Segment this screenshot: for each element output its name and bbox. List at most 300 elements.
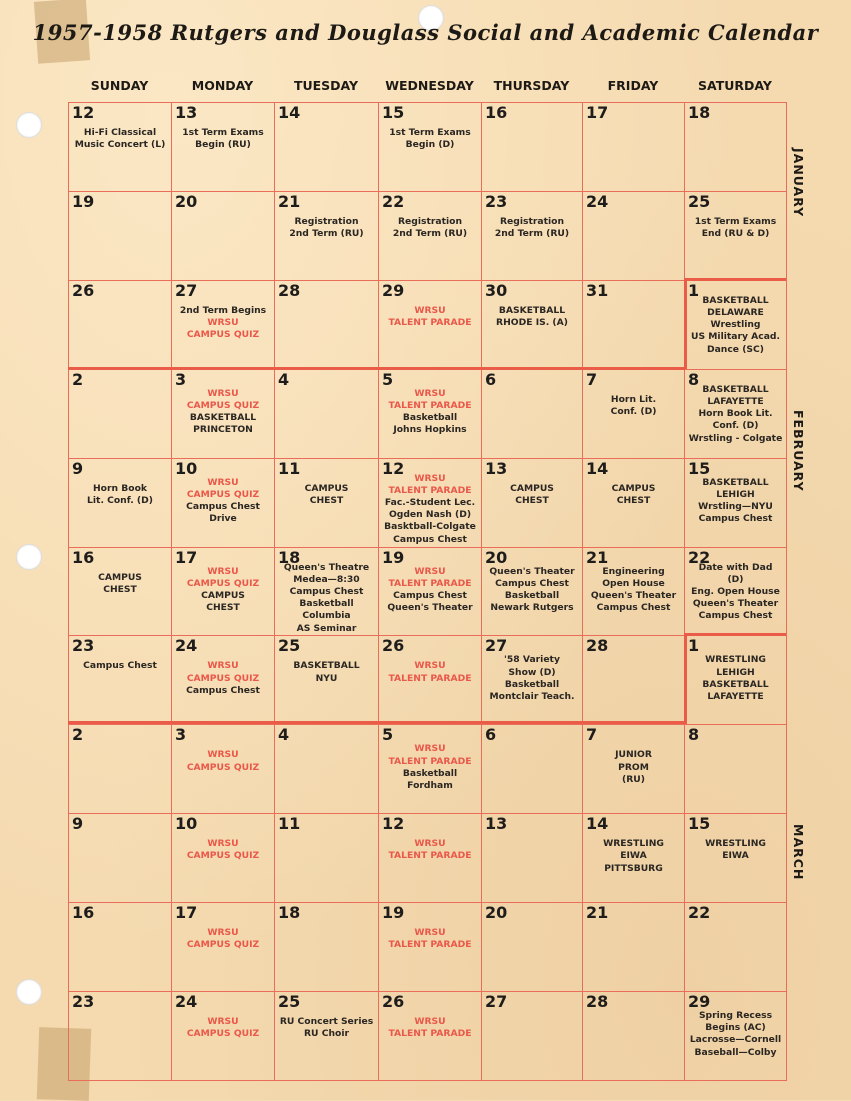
event-list (379, 838, 481, 862)
day-cell (274, 458, 379, 548)
day-number: 16 (72, 903, 95, 923)
page-title: 1957-1958 Rutgers and Douglass Social and Academic Calendar (32, 20, 819, 45)
day-number: 15 (688, 458, 711, 478)
day-header-tuesday: TUESDAY (293, 78, 359, 93)
day-number: 14 (586, 814, 609, 834)
day-cell (68, 724, 172, 814)
event-line: WRESTLING (705, 654, 766, 666)
event-line: TALENT PARADE (388, 577, 472, 589)
day-number: 27 (175, 280, 198, 300)
day-number: 21 (586, 547, 609, 567)
event-line: EIWA (722, 850, 749, 862)
event-list (275, 1016, 378, 1040)
event-line: Johns Hopkins (393, 424, 467, 436)
event-line: Queen's Theater (590, 589, 677, 601)
event-line: BASKETBALL (293, 660, 360, 672)
event-line: TALENT PARADE (388, 484, 472, 496)
day-cell (274, 191, 379, 281)
event-line: Registration (499, 215, 565, 227)
event-line: WRSU (414, 387, 446, 399)
day-cell (378, 280, 482, 370)
day-number: 13 (485, 814, 508, 834)
event-line: WRESTLING (603, 838, 664, 850)
event-list (172, 566, 274, 615)
day-number: 21 (278, 191, 301, 211)
event-line: Campus Chest (186, 501, 260, 513)
day-number: 31 (586, 280, 609, 300)
day-number: 14 (278, 103, 301, 122)
event-list (379, 743, 481, 792)
event-list (275, 216, 378, 240)
day-cell (274, 635, 379, 725)
day-number: 13 (175, 103, 198, 122)
event-line: Begin (RU) (195, 139, 251, 151)
event-line: RU Choir (303, 1028, 349, 1040)
month-label-march: MARCH (791, 824, 806, 881)
day-cell (684, 191, 787, 281)
day-cell (378, 191, 482, 281)
day-cell (274, 902, 379, 992)
event-list (583, 483, 684, 507)
day-number: 28 (586, 636, 609, 656)
day-number: 8 (688, 725, 700, 745)
day-number: 20 (485, 547, 508, 567)
event-line: Show (D) (508, 666, 556, 678)
event-line: Medea—8:30 (293, 573, 360, 585)
event-list (583, 749, 684, 786)
day-number: 7 (586, 369, 598, 389)
day-number: 25 (688, 191, 711, 211)
event-line: WRESTLING (705, 838, 766, 850)
day-cell (582, 813, 685, 903)
month-boundary-feb-mar-vertical (684, 634, 687, 724)
event-line: LAFAYETTE (707, 395, 764, 407)
event-list (379, 1016, 481, 1040)
day-cell (481, 280, 583, 370)
event-line: WRSU (414, 1016, 446, 1028)
day-cell (378, 724, 482, 814)
day-number: 24 (586, 191, 609, 211)
event-line: WRSU (414, 743, 446, 755)
day-number: 18 (278, 903, 301, 923)
event-line: CAMPUS QUIZ (186, 939, 260, 951)
event-line: TALENT PARADE (388, 850, 472, 862)
event-line: Begins (AC) (705, 1022, 766, 1034)
day-cell (171, 813, 275, 903)
event-line: Wrstling - Colgate (688, 432, 783, 444)
event-line: (D) (727, 573, 744, 585)
day-header-sunday: SUNDAY (90, 78, 149, 93)
day-cell (582, 724, 685, 814)
day-cell (171, 369, 275, 459)
day-cell (171, 547, 275, 637)
day-cell (684, 813, 787, 903)
day-cell (582, 902, 685, 992)
event-line: Basketball (402, 767, 458, 779)
day-number: 19 (382, 903, 405, 923)
event-line: WRSU (207, 660, 239, 672)
event-line: WRSU (414, 660, 446, 672)
event-line: CAMPUS QUIZ (186, 329, 260, 341)
day-header-monday: MONDAY (191, 78, 254, 93)
event-list (583, 394, 684, 418)
day-number: 28 (278, 280, 301, 300)
day-cell (684, 280, 787, 370)
event-line: '58 Variety (504, 654, 560, 666)
day-cell (481, 458, 583, 548)
day-number: 1 (688, 636, 700, 656)
event-list (379, 473, 481, 546)
event-line: WRSU (207, 565, 239, 577)
event-line: Newark Rutgers (490, 602, 574, 614)
event-line: US Military Acad. (691, 331, 780, 343)
event-line: BASKETBALL (702, 383, 769, 395)
event-list (172, 477, 274, 526)
day-number: 7 (586, 725, 598, 745)
day-number: 19 (72, 191, 95, 211)
day-cell (481, 547, 583, 637)
event-line: PITTSBURG (604, 862, 663, 874)
day-cell (582, 369, 685, 459)
day-cell (68, 369, 172, 459)
day-number: 2 (72, 369, 84, 389)
event-line: Conf. (D) (610, 405, 657, 417)
day-cell (684, 991, 787, 1081)
event-line: TALENT PARADE (388, 755, 472, 767)
event-list (172, 305, 274, 342)
day-number: 23 (72, 636, 95, 656)
punch-hole-left-1 (16, 112, 42, 138)
event-list (379, 216, 481, 240)
day-cell (68, 547, 172, 637)
event-line: End (RU & D) (701, 228, 770, 240)
day-number: 6 (485, 369, 497, 389)
day-number: 22 (688, 547, 711, 567)
event-list (685, 562, 786, 623)
day-cell (582, 991, 685, 1081)
event-line: CHEST (206, 602, 240, 614)
event-line: TALENT PARADE (388, 399, 472, 411)
event-line: CAMPUS (304, 482, 349, 494)
event-line: Fordham (407, 779, 453, 791)
day-number: 29 (382, 280, 405, 300)
day-number: 8 (688, 369, 700, 389)
day-number: 25 (278, 992, 301, 1012)
day-cell (481, 724, 583, 814)
event-line: CHEST (309, 494, 344, 506)
day-cell (274, 369, 379, 459)
event-line: JUNIOR (615, 749, 652, 761)
event-line: 1st Term Exams (182, 127, 264, 138)
event-line: RU Concert Series (279, 1016, 374, 1028)
day-cell (582, 547, 685, 637)
event-line: Horn Book (92, 482, 147, 494)
day-number: 4 (278, 725, 290, 745)
event-line: Hi-Fi Classical (83, 127, 157, 138)
day-header-saturday: SATURDAY (698, 78, 772, 93)
day-number: 26 (72, 280, 95, 300)
event-line: Basketball (504, 678, 560, 690)
event-line: Begin (D) (405, 139, 455, 151)
event-list (379, 566, 481, 615)
day-cell (481, 369, 583, 459)
event-line: Music Concert (L) (74, 139, 166, 151)
day-number: 10 (175, 458, 198, 478)
day-header-wednesday: WEDNESDAY (385, 78, 474, 93)
day-cell (68, 102, 172, 192)
day-cell (481, 635, 583, 725)
event-line: WRSU (207, 317, 239, 329)
day-cell (481, 902, 583, 992)
day-number: 11 (278, 458, 301, 478)
event-list (685, 654, 786, 703)
day-cell (68, 458, 172, 548)
event-line: WRSU (207, 838, 239, 850)
day-cell (378, 991, 482, 1081)
event-line: BASKETBALL (498, 304, 566, 316)
event-line: Campus Chest (596, 602, 671, 614)
event-line: 2nd Term (RU) (392, 228, 468, 240)
event-list (482, 216, 582, 240)
day-number: 9 (72, 814, 84, 834)
event-line: WRSU (414, 565, 446, 577)
event-line: Lit. Conf. (D) (87, 494, 153, 506)
event-line: CAMPUS QUIZ (186, 850, 260, 862)
day-number: 24 (175, 636, 198, 656)
event-line: CAMPUS QUIZ (186, 672, 260, 684)
day-cell (274, 280, 379, 370)
event-line: WRSU (207, 1016, 239, 1028)
event-line: TALENT PARADE (388, 939, 472, 951)
day-number: 12 (72, 103, 95, 122)
event-line: Drive (209, 513, 237, 525)
day-cell (684, 102, 787, 192)
day-number: 26 (382, 636, 405, 656)
day-number: 18 (688, 103, 711, 122)
event-line: 2nd Term (RU) (494, 228, 570, 240)
day-number: 12 (382, 458, 405, 478)
event-line: Basketball (402, 412, 458, 424)
event-list (685, 384, 786, 445)
event-line: CAMPUS QUIZ (186, 577, 260, 589)
day-cell (68, 635, 172, 725)
event-list (172, 388, 274, 437)
day-number: 15 (382, 103, 405, 122)
day-number: 13 (485, 458, 508, 478)
event-line: Ogden Nash (D) (388, 509, 472, 521)
day-cell (582, 191, 685, 281)
event-line: WRSU (207, 387, 239, 399)
day-number: 14 (586, 458, 609, 478)
event-line: BASKETBALL (702, 476, 769, 488)
day-cell (684, 902, 787, 992)
day-number: 15 (688, 814, 711, 834)
event-list (172, 749, 274, 773)
event-line: Campus Chest (393, 533, 467, 545)
day-cell (684, 369, 787, 459)
event-line: CHEST (515, 494, 549, 506)
day-cell (684, 458, 787, 548)
event-line: WRSU (207, 927, 239, 939)
event-line: Campus Chest (83, 660, 157, 672)
day-number: 5 (382, 369, 394, 389)
day-number: 17 (175, 547, 198, 567)
month-boundary-jan-feb-horizontal (68, 367, 685, 370)
event-line: Basketball (299, 598, 354, 610)
day-number: 27 (485, 992, 508, 1012)
event-line: AS Seminar (296, 622, 357, 634)
event-line: Queen's Theater (692, 598, 779, 610)
day-cell (378, 902, 482, 992)
calendar-grid (68, 102, 786, 1080)
day-cell (171, 724, 275, 814)
event-line: Open House (602, 577, 665, 589)
day-number: 20 (485, 903, 508, 923)
punch-hole-left-2 (16, 544, 42, 570)
day-cell (378, 369, 482, 459)
day-cell (481, 102, 583, 192)
month-boundary-jan-feb-top (684, 278, 786, 281)
day-number: 20 (175, 191, 198, 211)
event-line: Horn Lit. (610, 393, 657, 405)
event-line: Eng. Open House (691, 585, 780, 597)
event-list (685, 1010, 786, 1059)
event-list (172, 127, 274, 151)
day-number: 27 (485, 636, 508, 656)
day-number: 1 (688, 280, 700, 300)
day-number: 19 (382, 547, 405, 567)
day-cell (68, 191, 172, 281)
event-list (583, 566, 684, 615)
event-line: Queen's Theater (387, 602, 473, 614)
event-line: (RU) (622, 773, 645, 785)
day-number: 30 (485, 280, 508, 300)
day-number: 22 (688, 903, 711, 923)
day-number: 11 (278, 814, 301, 834)
event-line: WRSU (207, 749, 239, 761)
day-number: 3 (175, 369, 187, 389)
event-line: Campus Chest (289, 585, 364, 597)
day-cell (378, 458, 482, 548)
day-number: 17 (586, 103, 609, 122)
day-cell (274, 102, 379, 192)
event-list (69, 660, 171, 672)
day-cell (378, 635, 482, 725)
event-line: TALENT PARADE (388, 1028, 472, 1040)
day-cell (171, 280, 275, 370)
month-boundary-feb-mar-top (684, 633, 786, 636)
event-line: PROM (618, 761, 649, 773)
event-line: LEHIGH (716, 488, 755, 500)
day-cell (68, 991, 172, 1081)
event-line: Campus Chest (495, 577, 569, 589)
event-line: Engineering (602, 565, 665, 577)
event-list (379, 927, 481, 951)
event-list (172, 1016, 274, 1040)
day-cell (171, 902, 275, 992)
day-header-friday: FRIDAY (607, 78, 659, 93)
event-list (379, 127, 481, 151)
day-cell (378, 813, 482, 903)
day-number: 12 (382, 814, 405, 834)
day-number: 18 (278, 547, 301, 567)
event-list (482, 566, 582, 615)
event-line: Campus Chest (698, 513, 773, 525)
event-list (482, 483, 582, 507)
event-line: LAFAYETTE (707, 691, 764, 703)
month-boundary-jan-feb-vertical (684, 279, 687, 369)
event-line: 1st Term Exams (389, 127, 471, 138)
day-number: 29 (688, 992, 711, 1012)
event-list (482, 654, 582, 703)
day-number: 23 (72, 992, 95, 1012)
day-cell (582, 635, 685, 725)
day-number: 5 (382, 725, 394, 745)
month-label-february: FEBRUARY (791, 410, 806, 492)
event-line: Basketball (504, 589, 560, 601)
event-line: Lacrosse—Cornell (689, 1034, 782, 1046)
day-header-thursday: THURSDAY (493, 78, 570, 93)
day-cell (68, 813, 172, 903)
event-list (379, 388, 481, 437)
event-line: Campus Chest (393, 589, 467, 601)
event-line: WRSU (414, 838, 446, 850)
event-line: TALENT PARADE (388, 317, 472, 329)
event-line: Queen's Theater (489, 565, 575, 577)
day-cell (274, 724, 379, 814)
day-number: 10 (175, 814, 198, 834)
day-cell (481, 191, 583, 281)
day-cell (171, 991, 275, 1081)
event-line: Fac.-Student Lec. (384, 497, 476, 509)
day-cell (68, 902, 172, 992)
day-cell (481, 813, 583, 903)
event-line: CAMPUS QUIZ (186, 488, 260, 500)
day-cell (68, 280, 172, 370)
event-line: WRSU (414, 927, 446, 939)
day-number: 28 (586, 992, 609, 1012)
day-number: 4 (278, 369, 290, 389)
event-list (69, 127, 171, 151)
event-line: WRSU (414, 304, 446, 316)
event-line: 2nd Term (RU) (289, 228, 364, 240)
day-number: 22 (382, 191, 405, 211)
day-number: 16 (485, 103, 508, 122)
event-line: CAMPUS (611, 482, 656, 494)
event-line: NYU (315, 672, 338, 684)
day-number: 2 (72, 725, 84, 745)
event-line: CAMPUS QUIZ (186, 761, 260, 773)
day-cell (274, 813, 379, 903)
event-list (275, 483, 378, 507)
event-line: Horn Book Lit. (698, 408, 773, 420)
event-list (275, 660, 378, 684)
day-cell (582, 458, 685, 548)
day-number: 17 (175, 903, 198, 923)
event-line: 1st Term Exams (694, 215, 777, 227)
month-label-january: JANUARY (791, 148, 806, 218)
day-number: 9 (72, 458, 84, 478)
event-line: Baseball—Colby (694, 1046, 777, 1058)
event-line: BASKETBALL (189, 412, 257, 424)
day-cell (481, 991, 583, 1081)
event-line: Basktball-Colgate (384, 521, 476, 533)
event-line: PRINCETON (193, 424, 253, 436)
event-line: CAMPUS QUIZ (186, 399, 260, 411)
event-list (275, 562, 378, 635)
event-line: Queen's Theatre (283, 561, 370, 573)
day-cell (378, 547, 482, 637)
